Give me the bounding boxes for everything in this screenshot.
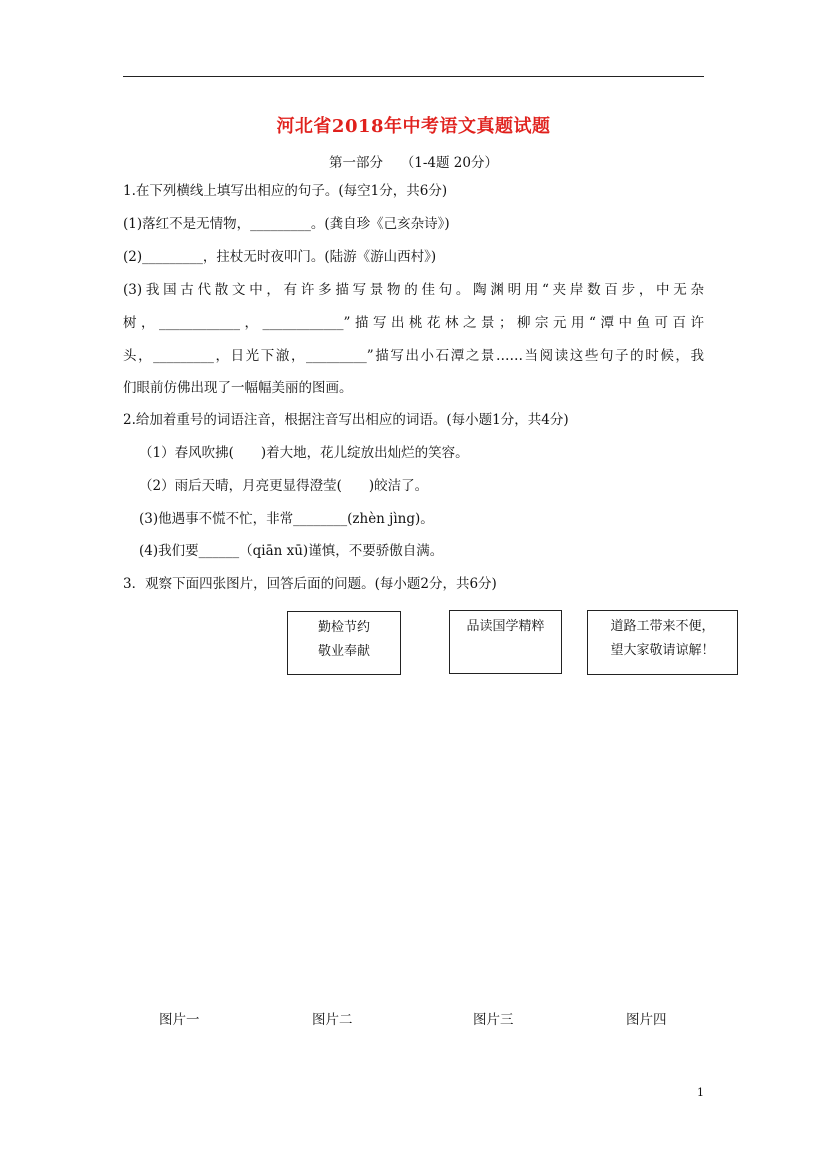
picture-two-line-1: 勤检节约: [317, 620, 370, 635]
q1-sentence-3-line-4: 们眼前仿佛出现了一幅幅美丽的图画。: [123, 380, 353, 396]
q1-stem: 1.在下列横线上填写出相应的句子。(每空1分，共6分): [123, 183, 448, 199]
q1-sentence-3-line-2: 树，____________，____________”描写出桃花林之景；柳宗元用“潭中鱼可百许: [123, 315, 704, 331]
q2-stem: 2.给加着重号的词语注音，根据注音写出相应的词语。(每小题1分，共4分): [123, 412, 569, 428]
q2-item-3: (3)他遇事不慌不忙，非常________(zhèn jìng)。: [139, 511, 434, 527]
q3-stem: 3．观察下面四张图片，回答后面的问题。(每小题2分，共6分): [123, 576, 497, 592]
picture-two-line-2: 敬业奉献: [317, 644, 370, 659]
picture-three-sign: [449, 610, 562, 674]
picture-three-line-1: 品读国学精粹: [466, 619, 545, 634]
caption-picture-4: 图片四: [626, 1012, 667, 1028]
page-number: 1: [697, 1086, 704, 1099]
page-title: 河北省2018年中考语文真题试题: [276, 116, 551, 137]
q2-item-2: （2）雨后天晴，月亮更显得澄莹( )皎洁了。: [139, 478, 429, 494]
q1-sentence-2: (2)_________，拄杖无时夜叩门。(陆游《游山西村》): [123, 249, 437, 265]
q2-item-1: （1）春风吹拂( )着大地，花儿绽放出灿烂的笑容。: [139, 445, 469, 461]
q1-sentence-3-line-3: 头，_________，日光下澈，_________”描写出小石潭之景……当阅读这些句子的时候，我: [123, 348, 704, 364]
q1-sentence-3-line-1: (3)我国古代散文中，有许多描写景物的佳句。陶渊明用“夹岸数百步，中无杂: [123, 282, 704, 298]
caption-picture-1: 图片一: [159, 1012, 200, 1028]
picture-four-line-1: 道路工带来不便，: [610, 619, 715, 634]
picture-four-sign: [587, 610, 738, 675]
caption-picture-3: 图片三: [473, 1012, 514, 1028]
caption-picture-2: 图片二: [312, 1012, 353, 1028]
q1-sentence-1: (1)落红不是无情物，_________。(龚自珍《己亥杂诗》): [123, 216, 450, 232]
part-header: 第一部分 （1-4题 20分）: [328, 155, 498, 171]
picture-two-sign: [287, 611, 401, 675]
q2-item-4: (4)我们要______（qiān xū)谨慎，不要骄傲自满。: [139, 543, 444, 559]
picture-four-line-2: 望大家敬请谅解！: [610, 643, 715, 658]
header-rule: [123, 76, 704, 77]
